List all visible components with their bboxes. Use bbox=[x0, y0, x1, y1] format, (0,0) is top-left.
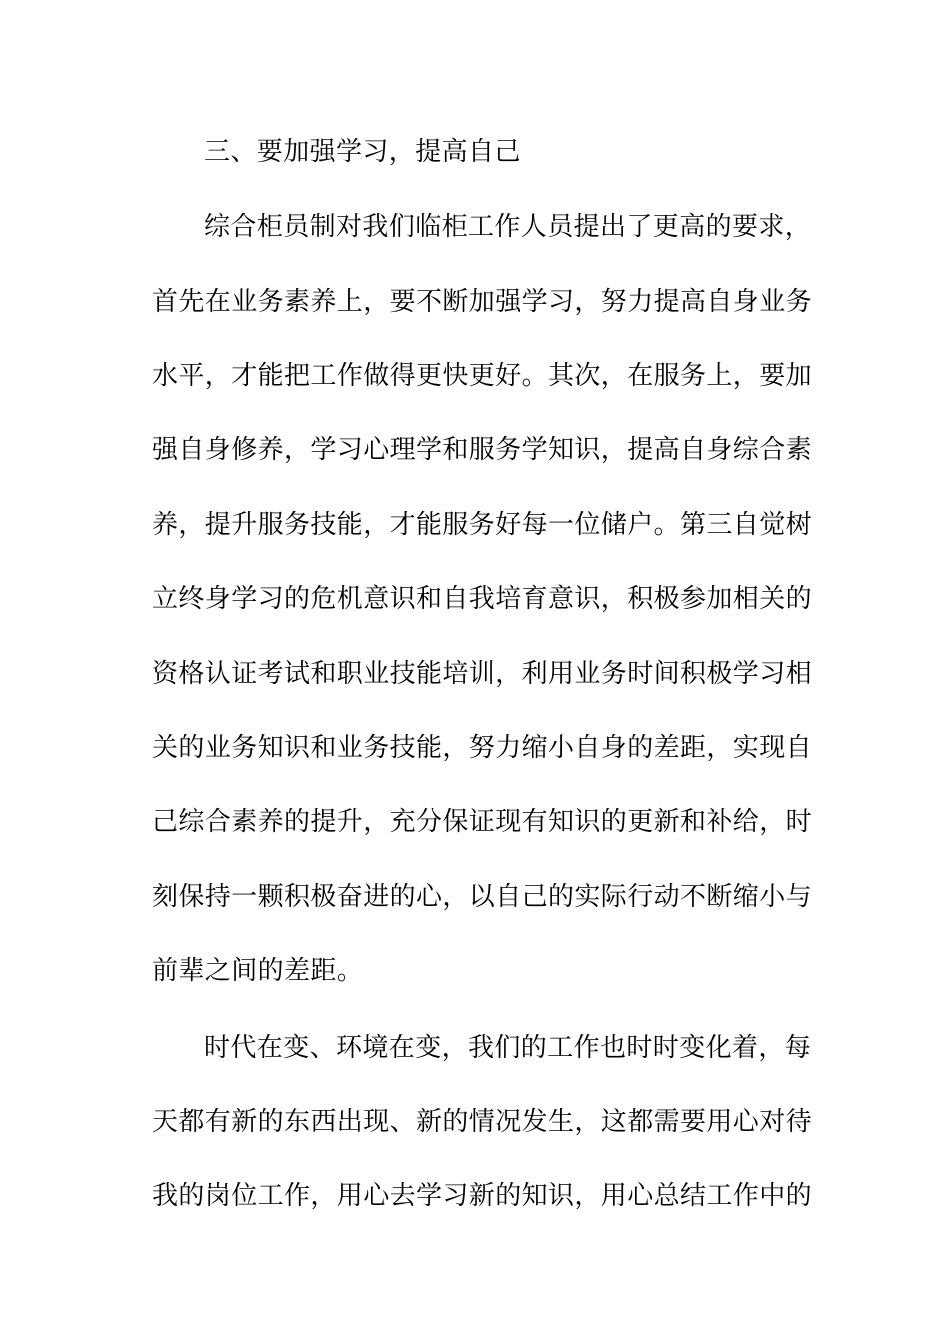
paragraph-line: 我的岗位工作，用心去学习新的知识，用心总结工作中的 bbox=[152, 1181, 813, 1211]
paragraph-line: 强自身修养，学习心理学和服务学知识，提高自身综合素 bbox=[152, 435, 813, 465]
paragraph-line: 时代在变、环境在变，我们的工作也时时变化着，每 bbox=[204, 1033, 812, 1063]
section-heading: 三、要加强学习，提高自己 bbox=[204, 137, 521, 167]
paragraph-line: 首先在业务素养上，要不断加强学习，努力提高自身业务 bbox=[152, 287, 813, 317]
paragraph-line: 养，提升服务技能，才能服务好每一位储户。第三自觉树 bbox=[152, 510, 813, 540]
paragraph-line: 关的业务知识和业务技能，努力缩小自身的差距，实现自 bbox=[152, 733, 813, 763]
paragraph-line: 前辈之间的差距。 bbox=[152, 956, 364, 986]
paragraph-line: 资格认证考试和职业技能培训，利用业务时间积极学习相 bbox=[152, 659, 813, 689]
paragraph-line: 刻保持一颗积极奋进的心，以自己的实际行动不断缩小与 bbox=[152, 882, 813, 912]
paragraph-line: 天都有新的东西出现、新的情况发生，这都需要用心对待 bbox=[152, 1107, 813, 1137]
paragraph-line: 己综合素养的提升，充分保证现有知识的更新和补给，时 bbox=[152, 807, 813, 837]
paragraph-line: 水平，才能把工作做得更快更好。其次，在服务上，要加 bbox=[152, 361, 813, 391]
paragraph-line: 立终身学习的危机意识和自我培育意识，积极参加相关的 bbox=[152, 584, 813, 614]
paragraph-line: 综合柜员制对我们临柜工作人员提出了更高的要求， bbox=[204, 212, 812, 242]
